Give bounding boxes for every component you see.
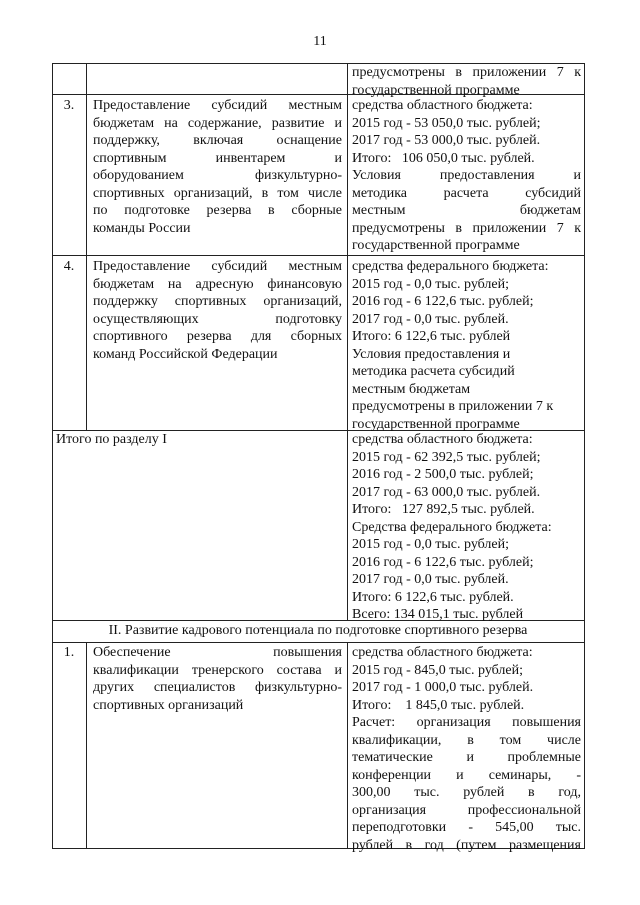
text-line: других специалистов физкультурно-: [93, 680, 342, 695]
text-line: средства областного бюджета:: [352, 98, 533, 113]
text-line: Итого: 6 122,6 тыс. рублей.: [352, 589, 514, 605]
text-line: Итого: 127 892,5 тыс. рублей.: [352, 502, 535, 517]
text-line: рублей в год (путем размещения: [352, 837, 581, 853]
text-line: Предоставление субсидий местным: [93, 259, 342, 274]
text-line: команд Российской Федерации: [93, 346, 278, 362]
text-line: спортивных организаций: [93, 697, 244, 713]
text-line: квалификации, в том числе: [352, 732, 581, 748]
text-line: спортивных организаций, в том числе: [93, 185, 342, 201]
text-line: 2015 год - 53 050,0 тыс. рублей;: [352, 115, 541, 131]
text-line: средства федерального бюджета:: [352, 259, 549, 274]
row-number: 4.: [63, 259, 75, 274]
page-number: 11: [313, 34, 327, 49]
text-line: Итого: 6 122,6 тыс. рублей: [352, 329, 511, 344]
text-line: местным бюджетам: [352, 381, 471, 397]
row-number: 1.: [63, 645, 75, 660]
text-line: методика расчета субсидий: [352, 185, 581, 201]
text-line: 2015 год - 0,0 тыс. рублей;: [352, 537, 510, 552]
text-line: оборудованием физкультурно-: [93, 168, 342, 183]
text-line: спортивного резерва для сборных: [93, 329, 342, 344]
text-line: предусмотрены в приложении 7 к: [352, 65, 581, 80]
text-line: 2016 год - 6 122,6 тыс. рублей;: [352, 554, 534, 570]
text-line: бюджетам на содержание, развитие и: [93, 115, 342, 131]
text-line: методика расчета субсидий: [352, 364, 515, 379]
text-line: спортивным инвентарем и: [93, 150, 342, 166]
text-line: Средства федерального бюджета:: [352, 519, 552, 535]
text-line: Предоставление субсидий местным: [93, 98, 342, 113]
section-heading: II. Развитие кадрового потенциала по подготовке спортивного резерва: [108, 623, 528, 638]
funding-text: [352, 644, 581, 854]
text-line: конференции и семинары, -: [352, 767, 581, 783]
text-line: средства областного бюджета:: [352, 432, 533, 447]
continuation-source: [352, 64, 581, 99]
total-funding-text: [352, 431, 581, 624]
text-line: 2016 год - 2 500,0 тыс. рублей;: [352, 467, 534, 482]
text-line: 2016 год - 6 122,6 тыс. рублей;: [352, 294, 534, 309]
text-line: 2017 год - 1 000,0 тыс. рублей.: [352, 680, 534, 695]
funding-text: [352, 258, 581, 433]
text-line: государственной программе: [352, 416, 520, 432]
text-line: государственной программе: [352, 82, 520, 98]
measure-text: [93, 258, 342, 363]
text-line: 2017 год - 0,0 тыс. рублей.: [352, 311, 509, 327]
funding-text: [352, 97, 581, 255]
text-line: бюджетам на адресную финансовую: [93, 276, 342, 292]
text-line: 2015 год - 0,0 тыс. рублей;: [352, 276, 510, 292]
text-line: осуществляющих подготовку: [93, 311, 342, 327]
text-line: 2017 год - 0,0 тыс. рублей.: [352, 572, 509, 587]
text-line: Итого: 106 050,0 тыс. рублей.: [352, 150, 535, 166]
text-line: квалификации тренерского состава и: [93, 662, 342, 678]
text-line: местным бюджетам: [352, 203, 581, 218]
text-line: Итого: 1 845,0 тыс. рублей.: [352, 697, 525, 713]
text-line: переподготовки - 545,00 тыс.: [352, 820, 581, 835]
text-line: Расчет: организация повышения: [352, 715, 581, 730]
text-line: Всего: 134 015,1 тыс. рублей: [352, 607, 524, 622]
text-line: предусмотрены в приложении 7 к: [352, 399, 554, 414]
text-line: команды России: [93, 220, 191, 236]
text-line: поддержку спортивных организаций,: [93, 294, 342, 309]
measure-text: [93, 644, 342, 714]
text-line: предусмотрены в приложении 7 к: [352, 220, 581, 236]
text-line: 2017 год - 53 000,0 тыс. рублей.: [352, 133, 541, 148]
text-line: Условия предоставления и: [352, 346, 511, 362]
text-line: 2015 год - 845,0 тыс. рублей;: [352, 662, 524, 678]
section-total-label: Итого по разделу I: [56, 432, 167, 447]
text-line: 2015 год - 62 392,5 тыс. рублей;: [352, 449, 541, 465]
text-line: средства областного бюджета:: [352, 645, 533, 660]
text-line: 300,00 тыс. рублей в год,: [352, 785, 581, 800]
text-line: поддержку, включая оснащение: [93, 133, 342, 148]
text-line: Условия предоставления и: [352, 168, 581, 183]
text-line: Обеспечение повышения: [93, 645, 342, 660]
text-line: государственной программе: [352, 238, 520, 253]
text-line: 2017 год - 63 000,0 тыс. рублей.: [352, 484, 541, 500]
measure-text: [93, 97, 342, 237]
text-line: тематические и проблемные: [352, 750, 581, 765]
text-line: организация профессиональной: [352, 802, 581, 818]
row-number: 3.: [63, 98, 75, 113]
text-line: по подготовке резерва в сборные: [93, 203, 342, 218]
